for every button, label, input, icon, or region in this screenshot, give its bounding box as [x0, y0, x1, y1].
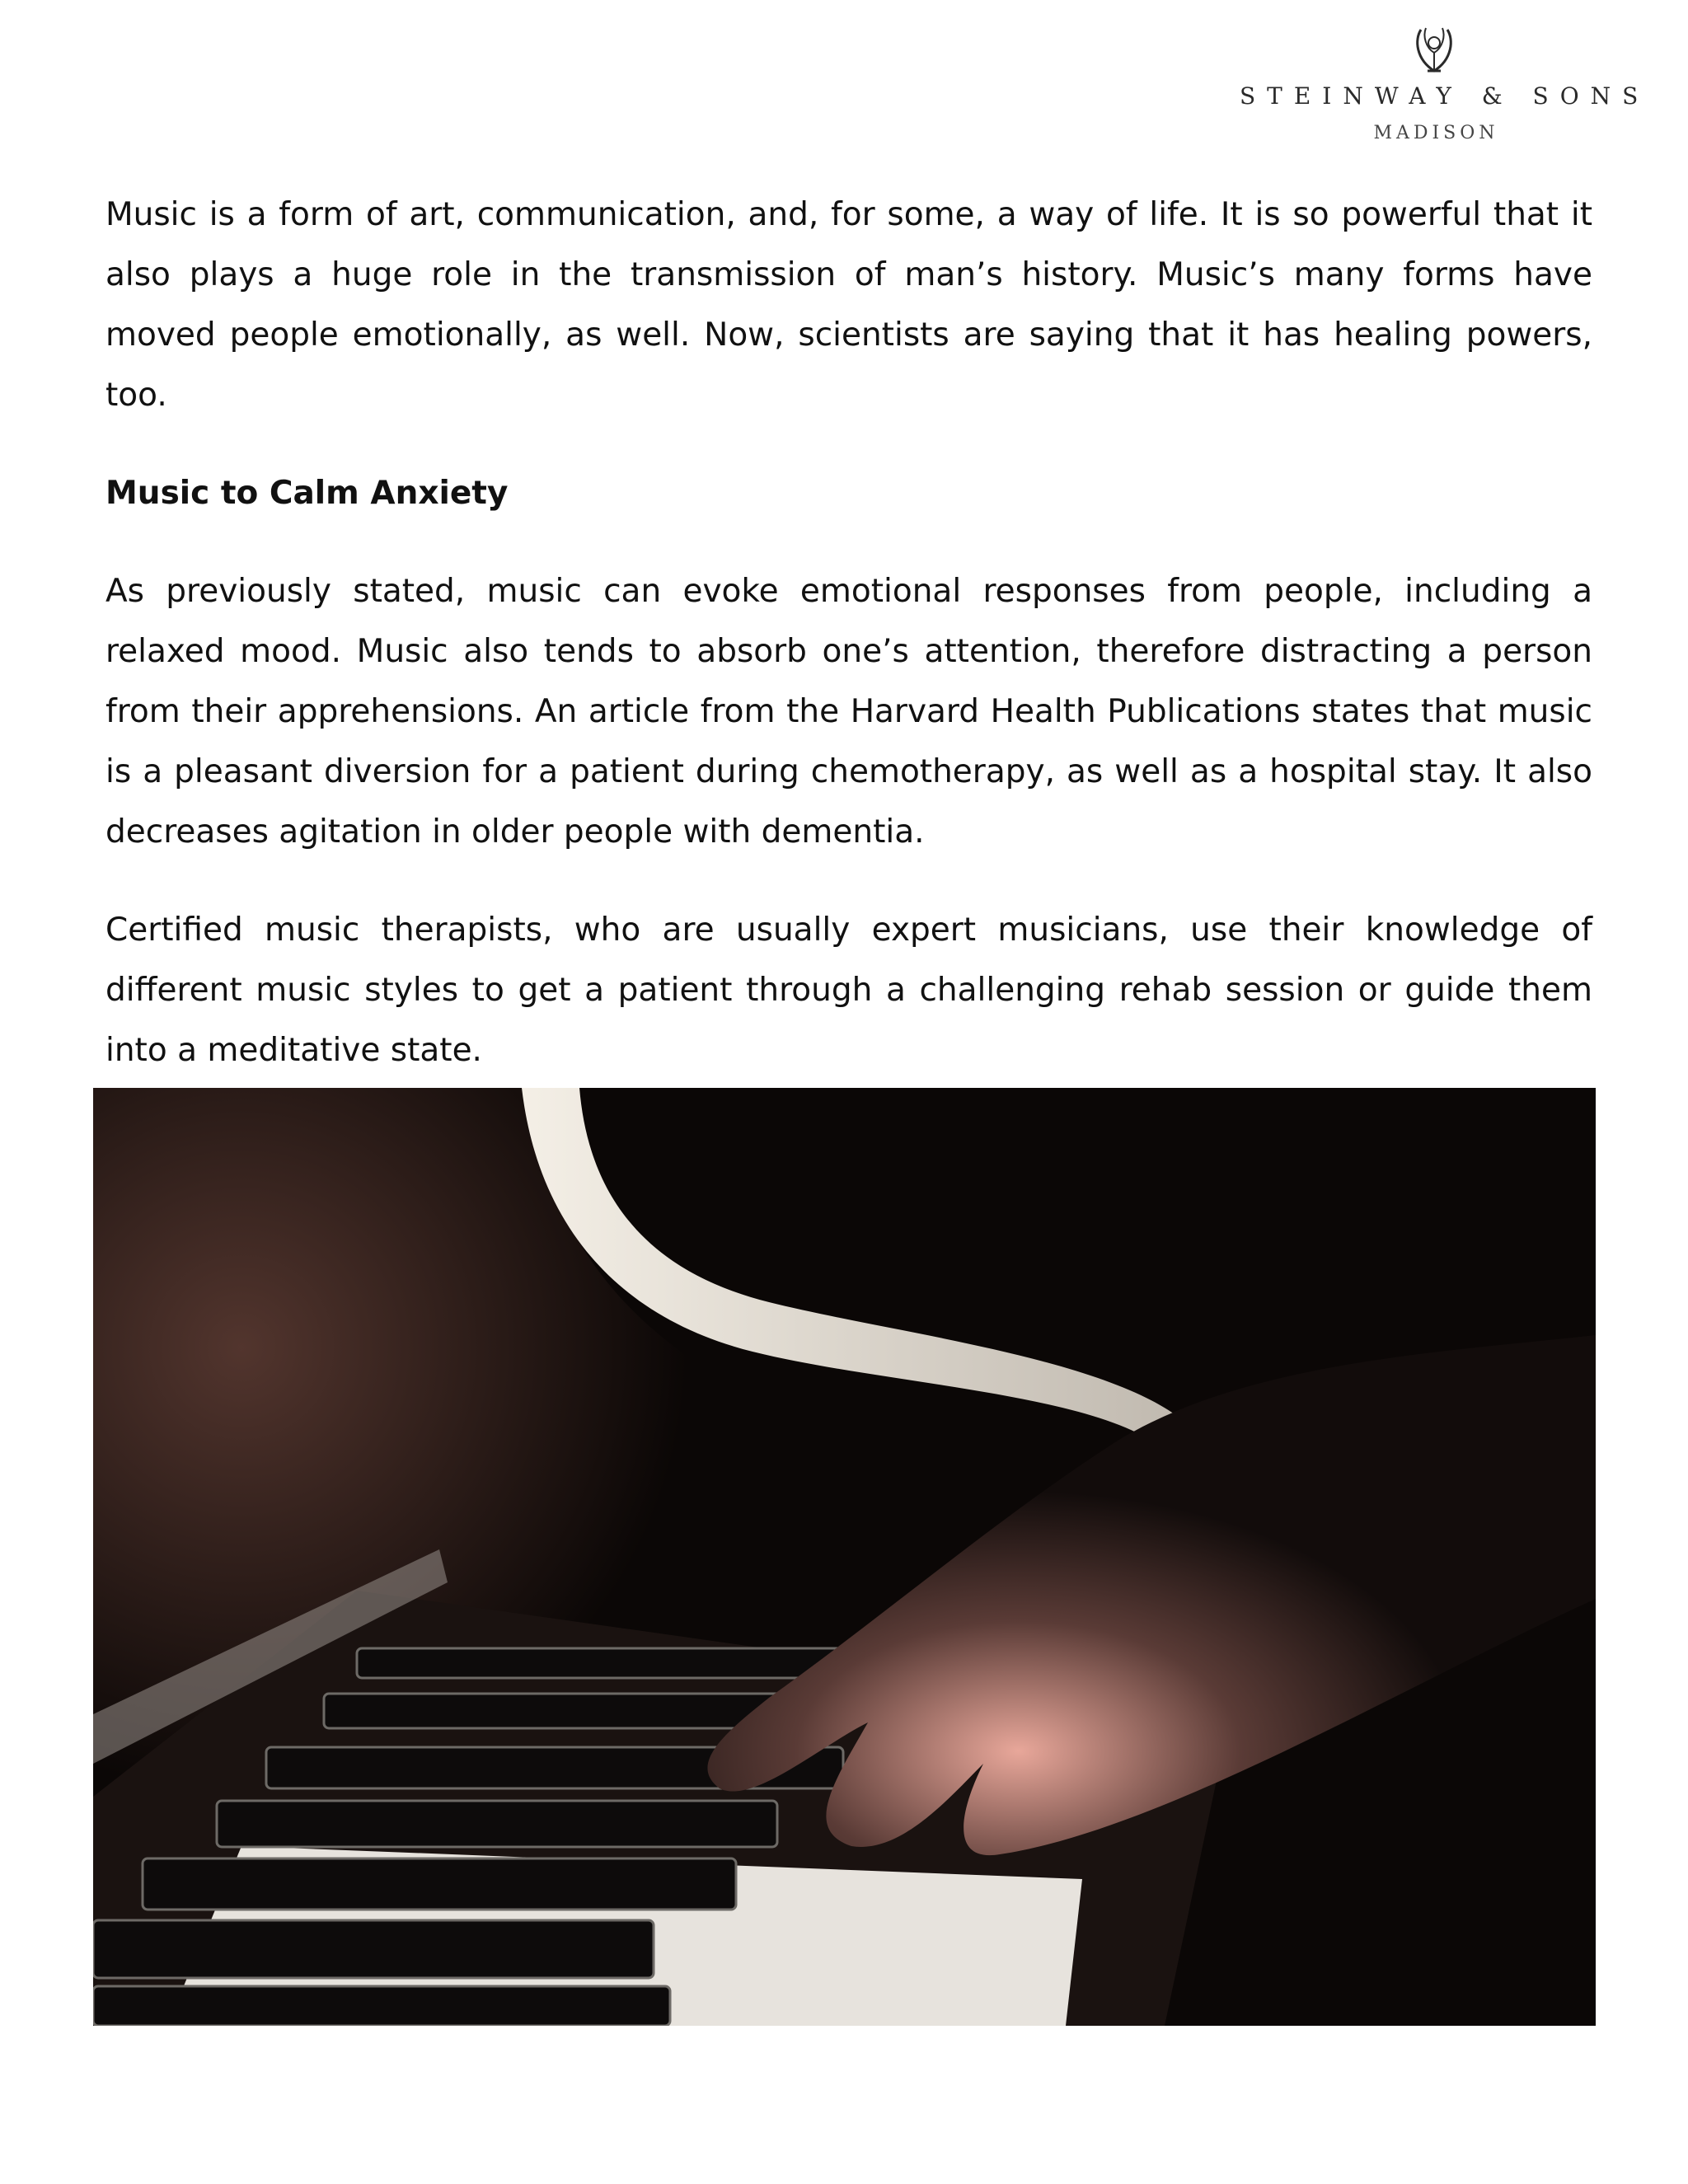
- body-paragraph-2: Certified music therapists, who are usually expert musicians, use their knowledge of different music styles to get a patient through a challenging rehab session or guide them into a meditative state.: [106, 912, 1592, 1069]
- brand-location: MADISON: [1373, 123, 1499, 143]
- lyre-icon: [1409, 23, 1459, 76]
- brand-logo: [1228, 23, 1650, 163]
- brand-name: STEINWAY & SONS: [1240, 82, 1650, 110]
- section-heading: Music to Calm Anxiety: [106, 475, 509, 512]
- intro-paragraph: Music is a form of art, communication, and, for some, a way of life. It is so powerful that it also plays a huge role in the transmission of man’s history. Music’s many forms have moved people emotionally, as well. Now, scientists are saying that it has healing powers, too.: [106, 196, 1592, 414]
- piano-hand-photo-icon: [93, 1088, 1596, 2026]
- piano-photo: [93, 1088, 1596, 2026]
- article-body: [106, 185, 1592, 1118]
- body-paragraph-1: As previously stated, music can evoke emotional responses from people, including a relaxed mood. Music also tends to absorb one’s attention, therefore distracting a person from their apprehensions. An article from the Harvard Health Publications states that music is a pleasant diversion for a patient during chemotherapy, as well as a hospital stay. It also decreases agitation in older people with dementia.: [106, 573, 1592, 851]
